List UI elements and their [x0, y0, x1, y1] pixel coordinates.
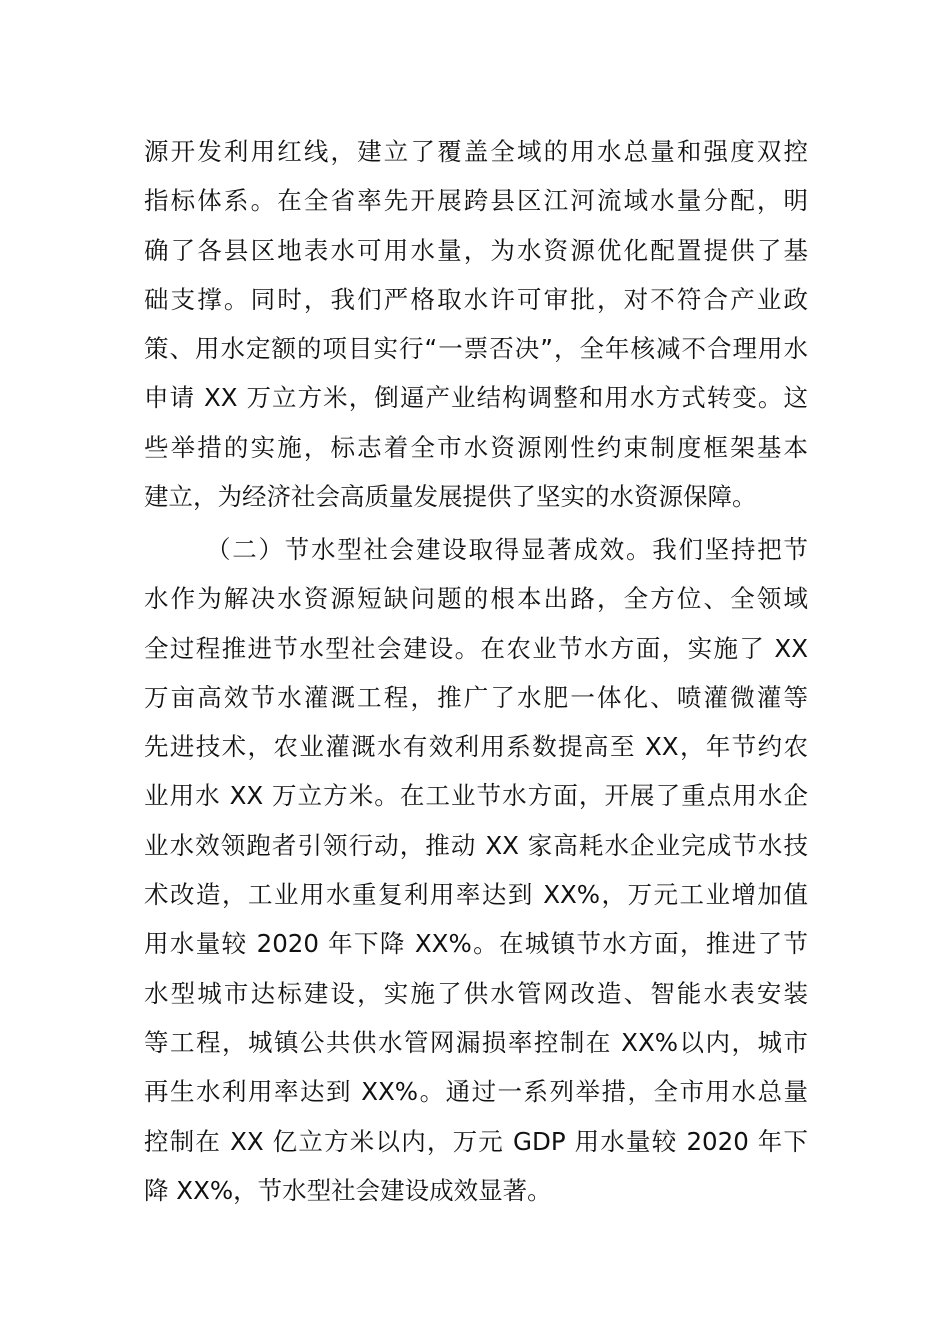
text-line: 水作为解决水资源短缺问题的根本出路，全方位、全领域 [144, 584, 808, 614]
text-line: 确了各县区地表水可用水量，为水资源优化配置提供了基 [144, 235, 808, 265]
text-line: 用水量较 2020 年下降 XX%。在城镇节水方面，推进了节 [144, 929, 808, 959]
text-line: 业水效领跑者引领行动，推动 XX 家高耗水企业完成节水技 [144, 830, 808, 860]
text-line: 降 XX%，节水型社会建设成效显著。 [144, 1175, 552, 1205]
text-line: 建立，为经济社会高质量发展提供了坚实的水资源保障。 [144, 482, 757, 512]
text-line: 控制在 XX 亿立方米以内，万元 GDP 用水量较 2020 年下 [144, 1126, 808, 1156]
text-line: 础支撑。同时，我们严格取水许可审批，对不符合产业政 [144, 284, 808, 314]
text-line: 源开发利用红线，建立了覆盖全域的用水总量和强度双控 [144, 137, 808, 166]
text-line: 业用水 XX 万立方米。在工业节水方面，开展了重点用水企 [144, 781, 808, 811]
paragraph-water-resources-redline [144, 127, 808, 521]
text-line: 策、用水定额的项目实行“一票否决”，全年核减不合理用水 [144, 334, 808, 364]
text-line: 些举措的实施，标志着全市水资源刚性约束制度框架基本 [144, 432, 808, 462]
text-line: 水型城市达标建设，实施了供水管网改造、智能水表安装 [144, 978, 808, 1008]
text-line: 万亩高效节水灌溉工程，推广了水肥一体化、喷灌微灌等 [144, 682, 808, 712]
text-line: 先进技术，农业灌溉水有效利用系数提高至 XX，年节约农 [144, 732, 808, 762]
text-line: 术改造，工业用水重复利用率达到 XX%，万元工业增加值 [144, 880, 808, 910]
text-line: 全过程推进节水型社会建设。在农业节水方面，实施了 XX [144, 633, 808, 663]
text-line: 等工程，城镇公共供水管网漏损率控制在 XX%以内，城市 [144, 1027, 808, 1057]
text-line: 指标体系。在全省率先开展跨县区江河流域水量分配，明 [144, 186, 808, 216]
section-heading-line: （二）节水型社会建设取得显著成效。我们坚持把节 [206, 535, 808, 564]
text-line: 申请 XX 万立方米，倒逼产业结构调整和用水方式转变。这 [144, 383, 808, 413]
paragraph-water-saving-society [144, 525, 808, 1215]
text-line: 再生水利用率达到 XX%。通过一系列举措，全市用水总量 [144, 1077, 808, 1107]
